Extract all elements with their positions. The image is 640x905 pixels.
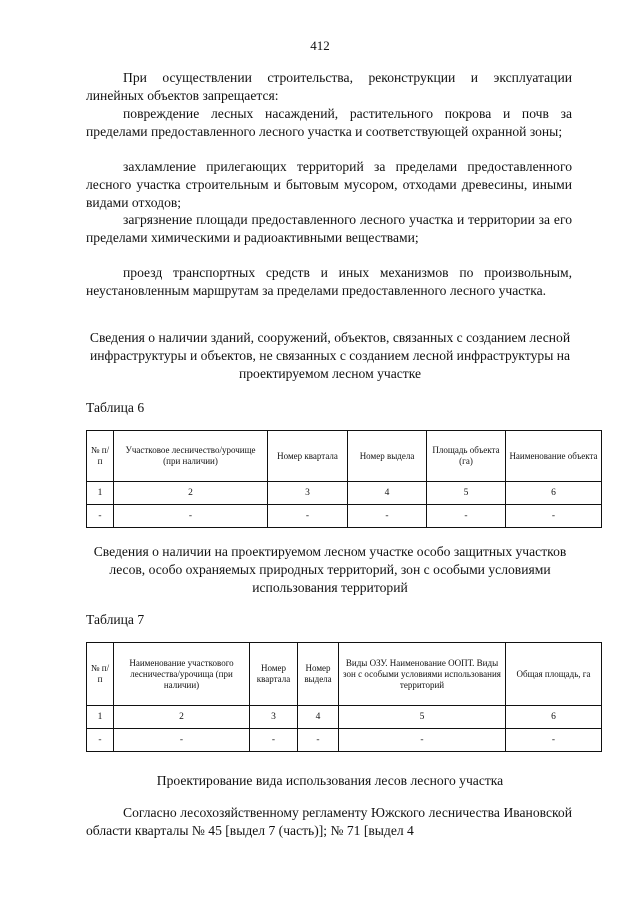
table7-header-cell: № п/п — [87, 643, 114, 706]
table7-header-cell: Виды ОЗУ. Наименование ООПТ. Виды зон с особыми условиями использования территорий — [339, 643, 506, 706]
table7-cell: 5 — [339, 706, 506, 729]
table6-header-cell: Номер квартала — [268, 431, 348, 482]
table6-cell: - — [506, 505, 602, 528]
table7-cell: - — [250, 729, 298, 752]
table7-header-cell: Номер выдела — [298, 643, 339, 706]
section1-heading: Сведения о наличии зданий, сооружений, объектов, связанных с созданием лесной инфраструктуры и объектов, не связанных с созданием лесной инфраструктуры на проектируемом лесном участке — [89, 330, 571, 381]
table6-cell: - — [348, 505, 427, 528]
table6-cell: 4 — [348, 482, 427, 505]
table6-cell: - — [87, 505, 114, 528]
table7-cell: - — [339, 729, 506, 752]
table6-header-cell: Наименование объекта — [506, 431, 602, 482]
section3-heading: Проектирование вида использования лесов лесного участка — [156, 773, 504, 788]
table6-header-row — [87, 431, 602, 482]
table-row — [87, 505, 602, 528]
table7-cell: 4 — [298, 706, 339, 729]
table6-cell: 3 — [268, 482, 348, 505]
table7-header-cell: Общая площадь, га — [506, 643, 602, 706]
intro-item-3: загрязнение площади предоставленного лесного участка и территории за его пределами химическими и радиоактивными веществами; — [86, 212, 572, 245]
table6-cell: - — [427, 505, 506, 528]
table6-cell: 2 — [114, 482, 268, 505]
table6-header-cell: № п/п — [87, 431, 114, 482]
table7-cell: - — [87, 729, 114, 752]
table-row — [87, 706, 602, 729]
intro-item-2: захламление прилегающих территорий за пределами предоставленного лесного участка строительным и бытовым мусором, отходами древесины, иными видами отходов; — [86, 159, 572, 210]
table6-caption: Таблица 6 — [86, 400, 145, 415]
table7-header-row — [87, 643, 602, 706]
table7-header-cell: Номер квартала — [250, 643, 298, 706]
intro-item-1: повреждение лесных насаждений, растительного покрова и почв за пределами предоставленного лесного участка и соответствующей охранной зоны; — [86, 106, 572, 139]
intro-item-4: проезд транспортных средств и иных механизмов по произвольным, неустановленным маршрутам за пределами предоставленного лесного участка. — [86, 265, 572, 298]
table-row — [87, 729, 602, 752]
table7-cell: - — [298, 729, 339, 752]
table7-cell: 3 — [250, 706, 298, 729]
table6-cell: - — [268, 505, 348, 528]
table-row — [87, 482, 602, 505]
table-7 — [86, 642, 602, 752]
table6-header-cell: Номер выдела — [348, 431, 427, 482]
table-6 — [86, 430, 602, 528]
table7-cell: - — [506, 729, 602, 752]
table6-header-cell: Участковое лесничество/урочище (при наличии) — [114, 431, 268, 482]
table7-caption: Таблица 7 — [86, 612, 145, 627]
page-number: 412 — [310, 38, 330, 53]
table6-header-cell: Площадь объекта (га) — [427, 431, 506, 482]
section2-heading: Сведения о наличии на проектируемом лесном участке особо защитных участков лесов, особо охраняемых природных территорий, зон с особыми условиями использования территорий — [93, 544, 567, 595]
table7-header-cell: Наименование участкового лесничества/урочища (при наличии) — [114, 643, 250, 706]
table7-cell: 2 — [114, 706, 250, 729]
intro-lead: При осуществлении строительства, реконструкции и эксплуатации линейных объектов запрещается: — [86, 70, 572, 103]
table7-cell: 6 — [506, 706, 602, 729]
table6-cell: - — [114, 505, 268, 528]
section3-paragraph: Согласно лесохозяйственному регламенту Южского лесничества Ивановской области кварталы № 45 [выдел 7 (часть)]; № 71 [выдел 4 — [86, 805, 572, 838]
table6-cell: 5 — [427, 482, 506, 505]
table7-cell: 1 — [87, 706, 114, 729]
table7-cell: - — [114, 729, 250, 752]
table6-cell: 6 — [506, 482, 602, 505]
table6-cell: 1 — [87, 482, 114, 505]
